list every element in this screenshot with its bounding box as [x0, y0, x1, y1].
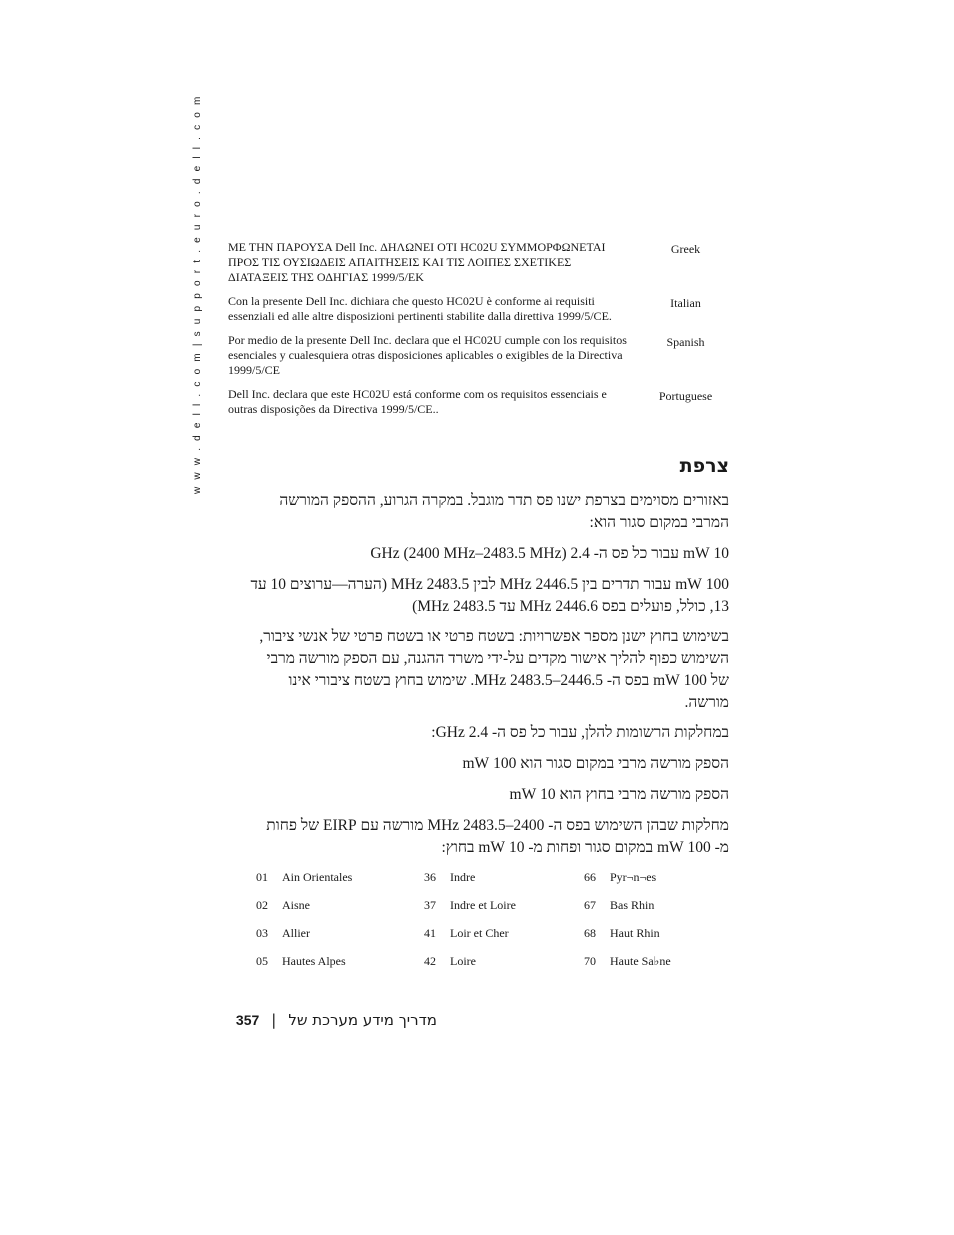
table-row [256, 952, 736, 971]
department-name: Haute Sa♭ne [610, 954, 671, 968]
table-row [256, 924, 736, 943]
paragraph-departments: במחלקות הרשומות להלן, עבור כל פס ה- 2.4 GHz: [431, 724, 729, 741]
footer-separator: | [271, 1011, 277, 1029]
departments-table [256, 868, 736, 980]
department-number: 67 [584, 898, 596, 912]
department-name: Hautes Alpes [282, 954, 346, 968]
department-cell [584, 952, 736, 971]
department-name: Aisne [282, 898, 310, 912]
declaration-row [228, 294, 728, 324]
paragraph-100mw: 100 mW עבור תדרים בין 2446.5 MHz לבין 2483.5 MHz (הערה—ערוצים 10 עד 13, כולל, פועלים בפס 2446.6 MHz עד 2483.5 MHz) [250, 576, 729, 615]
declaration-row [228, 387, 728, 417]
department-name: Allier [282, 926, 310, 940]
department-cell [256, 868, 424, 887]
declaration-row [228, 240, 728, 285]
department-cell [584, 924, 736, 943]
department-cell [424, 952, 584, 971]
department-name: Indre et Loire [450, 898, 516, 912]
page-number: 357 [235, 1012, 260, 1028]
page-footer [236, 1011, 437, 1029]
department-number: 03 [256, 926, 268, 940]
department-number: 66 [584, 870, 596, 884]
footer-title: מדריך מידע מערכת של [288, 1011, 437, 1029]
paragraph-outdoor: בשימוש בחוץ ישנן מספר אפשרויות: בשטח פרטי או בשטח פרטי של אנשי ציבור, השימוש כפוף להליך אישור מקדים על-ידי משרד ההגנה, עם הספק מורשה מרבי של 100 mW בפס ה- 2446.5–2483.5 MHz. שימוש בחוץ בשטח ציבורי אינו מורשה. [259, 628, 729, 711]
paragraph-outdoor-limit: הספק מורשה מרבי בחוץ הוא 10 mW [509, 786, 729, 803]
department-cell [256, 924, 424, 943]
department-cell [256, 952, 424, 971]
declaration-text: Por medio de la presente Dell Inc. declara que el HC02U cumple con los requisitos esenciales y cualesquiera otras disposiciones aplicables o exigibles de la Directiva 1999/5/CE [228, 333, 627, 377]
department-number: 05 [256, 954, 268, 968]
department-cell [424, 868, 584, 887]
department-number: 36 [424, 870, 436, 884]
paragraph-10mw: 10 mW עבור כל פס ה- 2.4 GHz (2400 MHz–2483.5 MHz) [370, 545, 729, 562]
department-number: 68 [584, 926, 596, 940]
department-name: Haut Rhin [610, 926, 660, 940]
declaration-language: Portuguese [658, 389, 713, 403]
section-title: צרפת [679, 455, 729, 477]
department-number: 01 [256, 870, 268, 884]
department-number: 70 [584, 954, 596, 968]
department-cell [424, 896, 584, 915]
department-cell [584, 896, 736, 915]
department-name: Bas Rhin [610, 898, 655, 912]
declaration-text: Dell Inc. declara que este HC02U está conforme com os requisitos essenciais e outras disposições da Directiva 1999/5/CE.. [228, 387, 607, 416]
department-name: Loire [450, 954, 476, 968]
declaration-row [228, 333, 728, 378]
declaration-text: Con la presente Dell Inc. dichiara che questo HC02U è conforme ai requisiti essenziali ed alle altre disposizioni pertinenti stabilite dalla direttiva 1999/5/CE. [228, 294, 612, 323]
department-number: 41 [424, 926, 436, 940]
declarations-table [228, 240, 728, 426]
department-number: 37 [424, 898, 436, 912]
side-url: w w w . d e l l . c o m | s u p p o r t . e u r o . d e l l . c o m [192, 94, 203, 494]
paragraph-indoor-limit: הספק מורשה מרבי במקום סגור הוא 100 mW [462, 755, 729, 772]
department-name: Pyr¬n¬es [610, 870, 657, 884]
department-name: Loir et Cher [450, 926, 509, 940]
declaration-language: Spanish [666, 335, 705, 349]
table-row [256, 896, 736, 915]
paragraph-eirp: מחלקות שבהן השימוש בפס ה- 2400–2483.5 MHz מורשה עם EIRP של פחות מ- 100 mW במקום סגור ופחות מ- 10 mW בחוץ: [266, 817, 729, 856]
department-cell [256, 896, 424, 915]
department-name: Ain Orientales [282, 870, 353, 884]
paragraph-intro: באזורים מסוימים בצרפת ישנו פס תדר מוגבל. במקרה הגרוע, ההספק המורשה המרבי במקום סגור הוא: [279, 492, 729, 531]
department-cell [584, 868, 736, 887]
table-row [256, 868, 736, 887]
department-number: 02 [256, 898, 268, 912]
declaration-text: ΜΕ ΤΗΝ ΠΑΡΟΥΣΑ Dell Inc. ΔΗΛΩΝΕΙ ΟΤΙ HC02U ΣΥΜΜΟΡΦΩΝΕΤΑΙ ΠΡΟΣ ΤΙΣ ΟΥΣΙΩΔΕΙΣ ΑΠΑΙΤΗΣΕΙΣ ΚΑΙ ΤΙΣ ΛΟΙΠΕΣ ΣΧΕΤΙΚΕΣ ΔΙΑΤΑΞΕΙΣ ΤΗΣ ΟΔΗΓΙΑΣ 1999/5/ΕΚ [228, 240, 606, 284]
department-number: 42 [424, 954, 436, 968]
declaration-language: Italian [670, 296, 701, 310]
declaration-language: Greek [670, 242, 701, 256]
department-cell [424, 924, 584, 943]
department-name: Indre [450, 870, 476, 884]
